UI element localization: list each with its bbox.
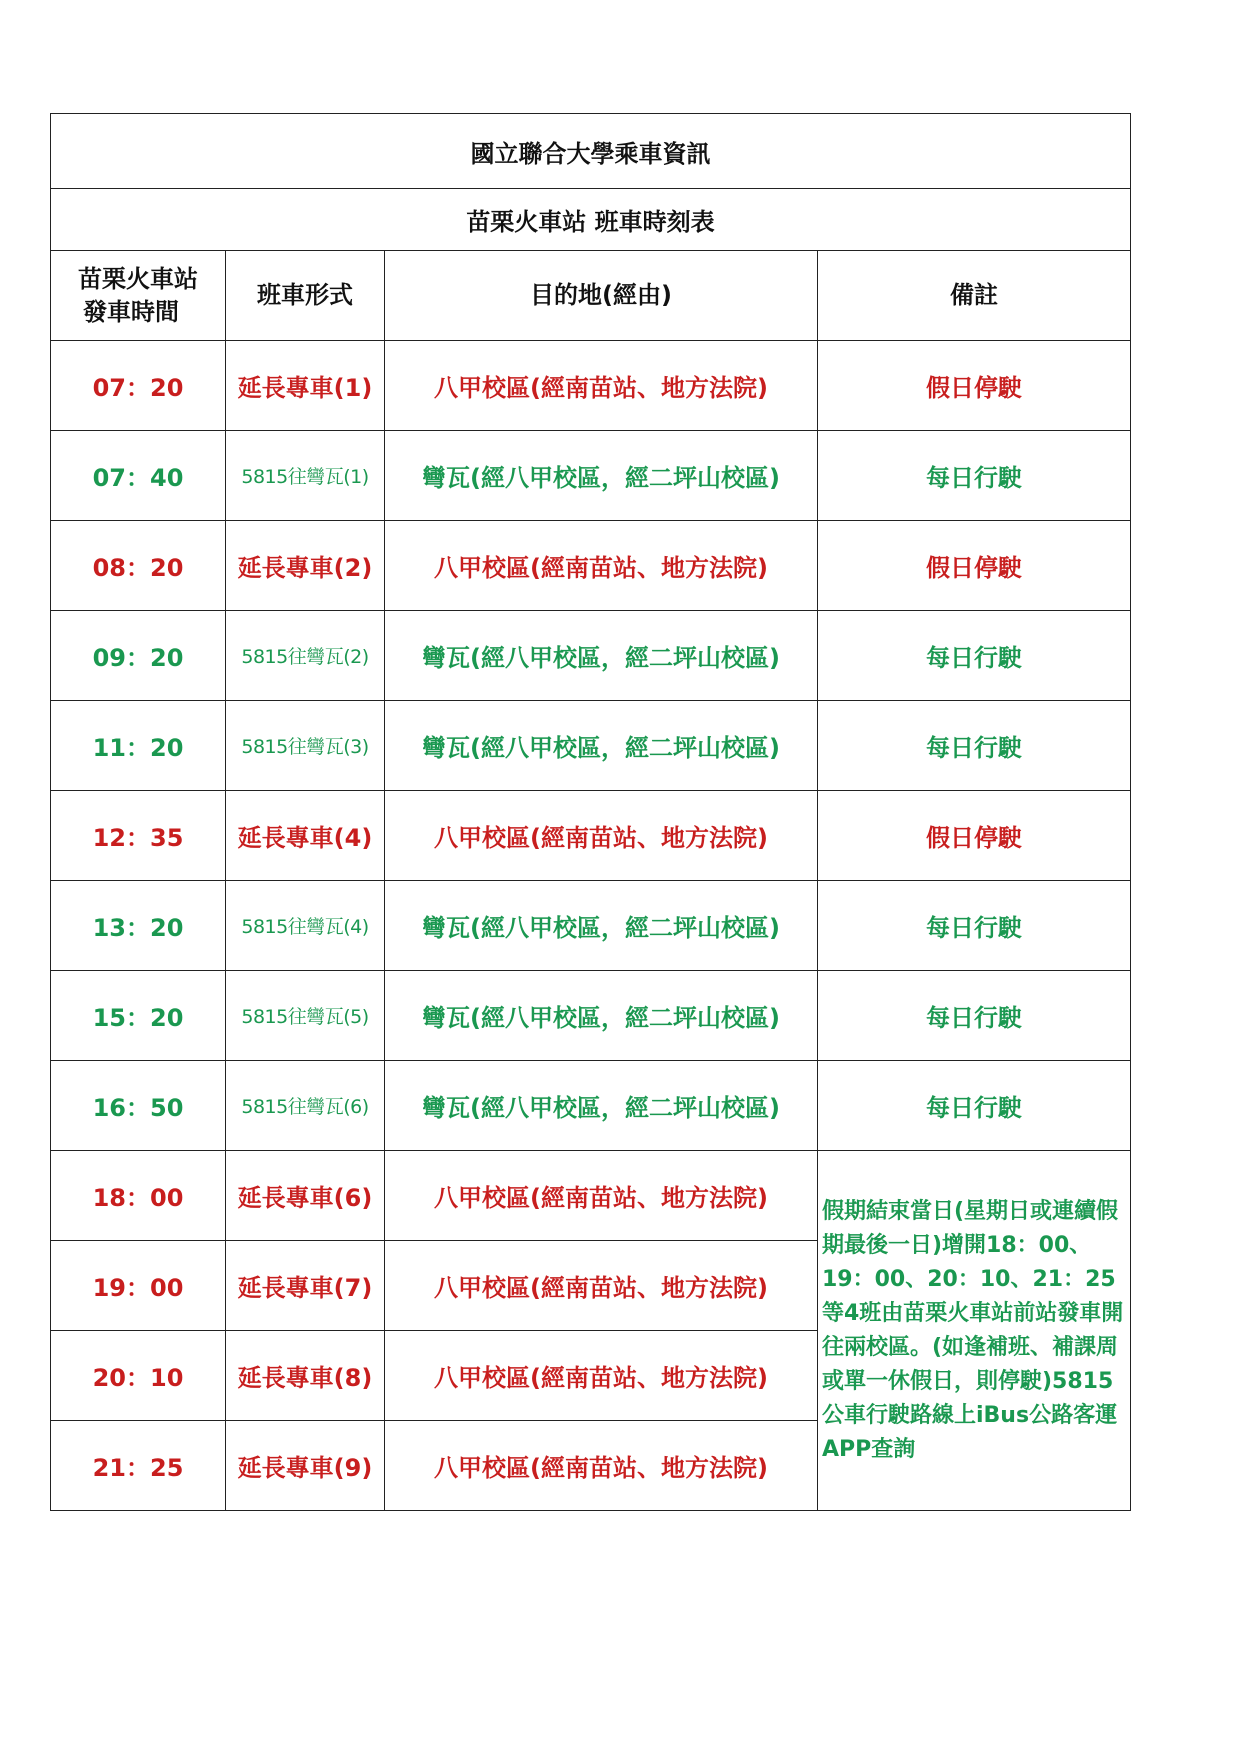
merged-evening-note: 假期結束當日(星期日或連續假期最後一日)增開18：00、19：00、20：10、21：25等4班由苗栗火車站前站發車開往兩校區。(如逢補班、補課周或單一休假日，則停駛)5815公車行駛路線上iBus公路客運APP查詢 — [818, 1151, 1131, 1511]
bus-type: 延長專車(2) — [226, 521, 385, 611]
column-header-notes: 備註 — [818, 251, 1131, 341]
bus-type: 5815往彎瓦(1) — [226, 431, 385, 521]
table-row — [51, 341, 1131, 431]
note: 每日行駛 — [818, 611, 1131, 701]
destination: 八甲校區(經南苗站、地方法院) — [385, 1241, 818, 1331]
bus-type: 5815往彎瓦(2) — [226, 611, 385, 701]
destination: 彎瓦(經八甲校區，經二坪山校區) — [385, 611, 818, 701]
note: 每日行駛 — [818, 1061, 1131, 1151]
note: 假日停駛 — [818, 341, 1131, 431]
departure-time: 07：20 — [51, 341, 226, 431]
note: 每日行駛 — [818, 701, 1131, 791]
note: 每日行駛 — [818, 431, 1131, 521]
table-row — [51, 1151, 1131, 1241]
table-row — [51, 611, 1131, 701]
destination: 八甲校區(經南苗站、地方法院) — [385, 1421, 818, 1511]
departure-time: 08：20 — [51, 521, 226, 611]
column-header-destination: 目的地(經由) — [385, 251, 818, 341]
bus-type: 延長專車(8) — [226, 1331, 385, 1421]
bus-type: 5815往彎瓦(3) — [226, 701, 385, 791]
departure-time: 19：00 — [51, 1241, 226, 1331]
departure-time: 20：10 — [51, 1331, 226, 1421]
note: 假日停駛 — [818, 791, 1131, 881]
table-row — [51, 971, 1131, 1061]
destination: 八甲校區(經南苗站、地方法院) — [385, 1151, 818, 1241]
departure-time: 12：35 — [51, 791, 226, 881]
table-row — [51, 791, 1131, 881]
destination: 彎瓦(經八甲校區，經二坪山校區) — [385, 431, 818, 521]
departure-time: 15：20 — [51, 971, 226, 1061]
bus-type: 5815往彎瓦(4) — [226, 881, 385, 971]
destination: 八甲校區(經南苗站、地方法院) — [385, 791, 818, 881]
destination: 八甲校區(經南苗站、地方法院) — [385, 1331, 818, 1421]
bus-type: 延長專車(6) — [226, 1151, 385, 1241]
subtitle-row — [51, 189, 1131, 251]
table-row — [51, 1061, 1131, 1151]
table-row — [51, 431, 1131, 521]
departure-time: 16：50 — [51, 1061, 226, 1151]
departure-time: 18：00 — [51, 1151, 226, 1241]
destination: 八甲校區(經南苗站、地方法院) — [385, 521, 818, 611]
departure-time: 21：25 — [51, 1421, 226, 1511]
bus-type: 延長專車(1) — [226, 341, 385, 431]
bus-type: 延長專車(7) — [226, 1241, 385, 1331]
departure-time: 09：20 — [51, 611, 226, 701]
column-header-row — [51, 251, 1131, 341]
destination: 八甲校區(經南苗站、地方法院) — [385, 341, 818, 431]
destination: 彎瓦(經八甲校區，經二坪山校區) — [385, 971, 818, 1061]
document-title: 國立聯合大學乘車資訊 — [51, 114, 1131, 189]
bus-schedule-table — [50, 113, 1131, 1511]
note: 每日行駛 — [818, 881, 1131, 971]
bus-type: 延長專車(4) — [226, 791, 385, 881]
destination: 彎瓦(經八甲校區，經二坪山校區) — [385, 881, 818, 971]
column-header-time-line2: 發車時間 — [83, 297, 179, 326]
document-subtitle: 苗栗火車站 班車時刻表 — [51, 189, 1131, 251]
table-row — [51, 701, 1131, 791]
destination: 彎瓦(經八甲校區，經二坪山校區) — [385, 701, 818, 791]
title-row — [51, 114, 1131, 189]
table-row — [51, 521, 1131, 611]
destination: 彎瓦(經八甲校區，經二坪山校區) — [385, 1061, 818, 1151]
bus-type: 延長專車(9) — [226, 1421, 385, 1511]
table-row — [51, 881, 1131, 971]
column-header-departure-time — [51, 251, 226, 341]
departure-time: 07：40 — [51, 431, 226, 521]
column-header-time-line1: 苗栗火車站 — [78, 265, 198, 294]
column-header-bus-type: 班車形式 — [226, 251, 385, 341]
bus-type: 5815往彎瓦(5) — [226, 971, 385, 1061]
bus-type: 5815往彎瓦(6) — [226, 1061, 385, 1151]
note: 假日停駛 — [818, 521, 1131, 611]
departure-time: 11：20 — [51, 701, 226, 791]
departure-time: 13：20 — [51, 881, 226, 971]
note: 每日行駛 — [818, 971, 1131, 1061]
